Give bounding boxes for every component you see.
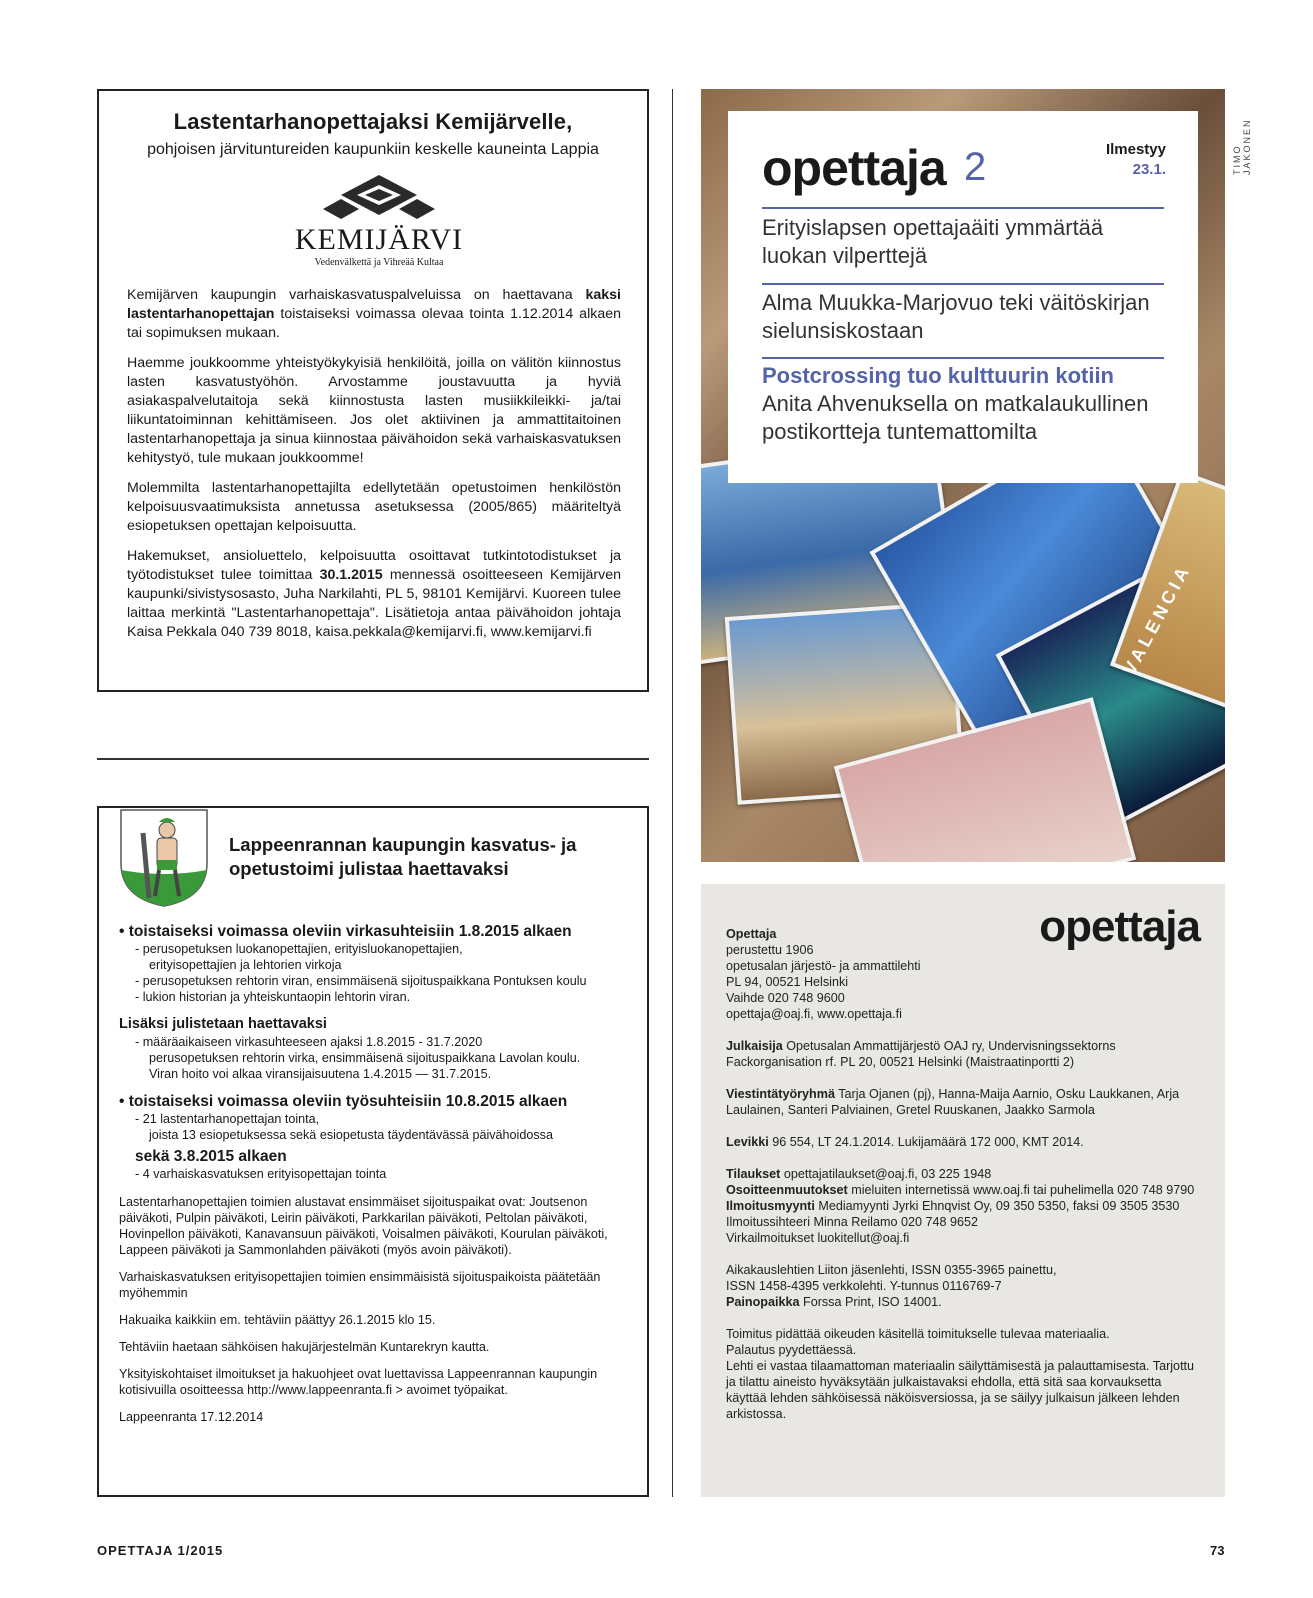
cover-story-3-title: Postcrossing tuo kulttuurin kotiin — [762, 363, 1114, 388]
list-item: - perusopetuksen luokanopettajien, erityisluokanopettajien, — [135, 942, 463, 956]
paragraph-4: Hakemukset, ansioluettelo, kelpoisuutta osoittavat tutkintotodistukset ja työtodistukset tulee toimittaa 30.1.2015 mennessä osoitteeseen Kemijärven kaupunki/sivistysosasto, Juha Narkilahti, PL 5, 98101 Kemijärvi. Kuoreen tulee laittaa merkintä "Lastentarhanopettaja". Lisätietoja antaa päivähoidon johtaja Kaisa Pekkala 040 739 8018, kaisa.pekkala@kemijarvi.fi, www.kemijarvi.fi — [127, 548, 621, 640]
list-item: - lukion historian ja yhteiskuntaopin lehtorin viran. — [135, 990, 411, 1004]
column-divider — [672, 89, 673, 1497]
paragraph-1: Kemijärven kaupungin varhaiskasvatuspalveluissa on haettavana kaksi lastentarhanopettajan toistaiseksi voimassa olevaa tointa 1.12.2014 alkaen tai sopimuksen mukaan. — [127, 287, 621, 341]
paragraph: Varhaiskasvatuksen erityisopettajien toimien ensimmäisistä sijoituspaikoista päätetään myöhemmin — [119, 1270, 601, 1300]
cover-story-3-subtitle: Anita Ahvenuksella on matkalaukullinen postikortteja tuntemattomilta — [762, 391, 1149, 444]
release-date: 23.1. — [1132, 161, 1166, 178]
list-item: Viran hoito voi alkaa viransijaisuutena 1.4.2015 — 31.7.2015. — [149, 1067, 492, 1081]
cover-logo: opettaja — [762, 140, 946, 196]
paragraph: Lastentarhanopettajien toimien alustavat ensimmäiset sijoituspaikat ovat: Joutsenon päiväkoti, Pulpin päiväkoti, Leirin päiväkoti, Parkkarilan päiväkoti, Peltolan päiväkoti, Hovinpellon päiväkoti, Kanavansuun päiväkoti, Voisalmen päiväkoti, Kourulan päiväkoti, Lappeen päiväkoti ja Sammonlahden päiväkoti (myös avoin päiväkoti). — [119, 1195, 608, 1257]
kemijarvi-job-ad — [97, 89, 649, 692]
ad-body — [127, 286, 621, 653]
footer-issue: OPETTAJA 1/2015 — [97, 1543, 224, 1558]
heading-4: sekä 3.8.2015 alkaen — [135, 1148, 287, 1165]
list-item: - 21 lastentarhanopettajan tointa, — [135, 1112, 320, 1126]
ad-title: Lastentarhanopettajaksi Kemijärvelle, — [173, 109, 573, 134]
heading-1: • toistaiseksi voimassa oleviin virkasuhteisiin 1.8.2015 alkaen — [119, 923, 572, 940]
lappeenranta-crest-icon — [119, 808, 209, 908]
colophon-text: Opettaja perustettu 1906 opetusalan järjestö- ja ammattilehti PL 94, 00521 Helsinki Vaihde 020 748 9600 opettaja@oaj.fi, www.opettaja.fi Julkaisija Opetusalan Ammattijärjestö OAJ ry, Undervisningssektorns Fackorganisation rf. PL 20, 00521 Helsinki (Maistraatinportti 2) Viestintätyöryhmä Tarja Ojanen (pj), Hanna-Maija Aarnio, Osku Laukkanen, Arja Laulainen, Santeri Palviainen, Gretel Ruuskanen, Jaakko Sarmola Levikki 96 554, LT 24.1.2014. Lukijamäärä 172 000, KMT 2014. Tilaukset opettajatilaukset@oaj.fi, 03 225 1948 Osoitteenmuutokset mieluiten internetissä www.oaj.fi tai puhelimella 020 748 9790 Ilmoitusmyynti Mediamyynti Jyrki Ehnqvist Oy, 09 350 5350, faksi 09 3505 3530 Ilmoitussihteeri Minna Reilamo 020 748 9652 Virkailmoitukset luokitellut@oaj.fi Aikakauslehtien Liiton jäsenlehti, ISSN 0355-3965 painettu, ISSN 1458-4395 verkkolehti. Y-tunnus 0116769-7 Painopaikka Forssa Print, ISO 14001. Toimitus pidättää oikeuden käsitellä toimitukselle tulevaa materiaalia. Palautus pyydettäessä. Lehti ei vastaa tilaamattoman materiaalin säilyttämisestä ja palauttamisesta. Tarjottu ja tilattu aineisto hyväksytään julkaistavaksi ehdolla, että sitä saa korvauksetta käyttää lehden sähköisessä näköisversiossa, ja se säilyy julkaisun jälkeen lehden arkistossa. — [726, 927, 1195, 1421]
list-item: - perusopetuksen rehtorin viran, ensimmäisenä sijoituspaikkana Pontuksen koulu — [135, 974, 587, 988]
ad-body — [119, 918, 629, 1436]
ad-subtitle: pohjoisen järvituntureiden kaupunkiin keskelle kauneinta Lappia — [147, 141, 599, 158]
page-number: 73 — [1210, 1543, 1225, 1558]
section-divider — [97, 758, 649, 760]
cover-story-1: Erityislapsen opettajaäiti ymmärtää luokan vilperttejä — [762, 215, 1104, 268]
headline-rule — [762, 207, 1164, 209]
headline-rule — [762, 357, 1164, 359]
colophon-box — [701, 884, 1225, 1497]
heading-3: • toistaiseksi voimassa oleviin työsuhteisiin 10.8.2015 alkaen — [119, 1093, 568, 1110]
logo-name: KEMIJÄRVI — [294, 223, 464, 256]
opettaja-logo: opettaja — [1039, 902, 1200, 951]
list-item: perusopetuksen rehtorin virka, ensimmäisenä sijoituspaikkana Lavolan koulu. — [149, 1051, 581, 1065]
kemijarvi-logo — [289, 173, 469, 273]
list-item: joista 13 esiopetuksessa sekä esiopetusta täydentävässä päivähoidossa — [149, 1128, 553, 1142]
cover-story-2: Alma Muukka-Marjovuo teki väitöskirjan sielunsiskostaan — [762, 290, 1150, 343]
logo-tagline: Vedenvälkettä ja Vihreää Kultaa — [314, 257, 444, 268]
paragraph: Yksityiskohtaiset ilmoitukset ja hakuohjeet ovat luettavissa Lappeenrannan kaupungin kotisivuilla osoitteessa http://www.lappeenranta.fi > avoimet työpaikat. — [119, 1367, 598, 1397]
paragraph-2: Haemme joukkoomme yhteistyökykyisiä henkilöitä, joilla on välitön kiinnostus lasten kasvatustyöhön. Arvostamme joustavuutta ja hyviä asiakaspalvelutaitoja sekä kiinnostusta lasten musiikkileikki- ja/tai liikuntatoiminnan kehittämiseen. Jos olet aktiivinen ja ammattitaitoinen lastentarhanopettaja ja sinua kiinnostaa päivähoidon sekä varhaiskasvatuksen kehitystyö, tule mukaan joukkoomme! — [127, 355, 621, 466]
ad-title: Lappeenrannan kaupungin kasvatus- ja opetustoimi julistaa haettavaksi — [229, 834, 577, 879]
photo-credit: TIMO JAKONEN — [1232, 118, 1252, 175]
cover-headline-panel — [728, 111, 1198, 483]
headline-rule — [762, 283, 1164, 285]
paragraph: Hakuaika kaikkiin em. tehtäviin päättyy 26.1.2015 klo 15. — [119, 1313, 436, 1327]
postcard-text: VALENCIA — [1119, 560, 1195, 679]
paragraph: Lappeenranta 17.12.2014 — [119, 1410, 264, 1424]
lappeenranta-job-ad — [97, 806, 649, 1497]
heading-2: Lisäksi julistetaan haettavaksi — [119, 1016, 327, 1032]
magazine-cover-preview — [701, 89, 1225, 862]
paragraph: Tehtäviin haetaan sähköisen hakujärjestelmän Kuntarekryn kautta. — [119, 1340, 490, 1354]
release-label: Ilmestyy — [1105, 141, 1166, 158]
list-item: - määräaikaiseen virkasuhteeseen ajaksi 1.8.2015 - 31.7.2020 — [135, 1035, 483, 1049]
list-item: - 4 varhaiskasvatuksen erityisopettajan tointa — [135, 1167, 387, 1181]
paragraph-3: Molemmilta lastentarhanopettajilta edellytetään opetustoimen henkilöstön kelpoisuusvaatimuksista annetussa asetuksessa (2005/865) määriteltyä esiopetuksen opettajan kelpoisuutta. — [127, 480, 621, 534]
issue-number: 2 — [964, 145, 987, 189]
list-item: erityisopettajien ja lehtorien virkoja — [149, 958, 342, 972]
